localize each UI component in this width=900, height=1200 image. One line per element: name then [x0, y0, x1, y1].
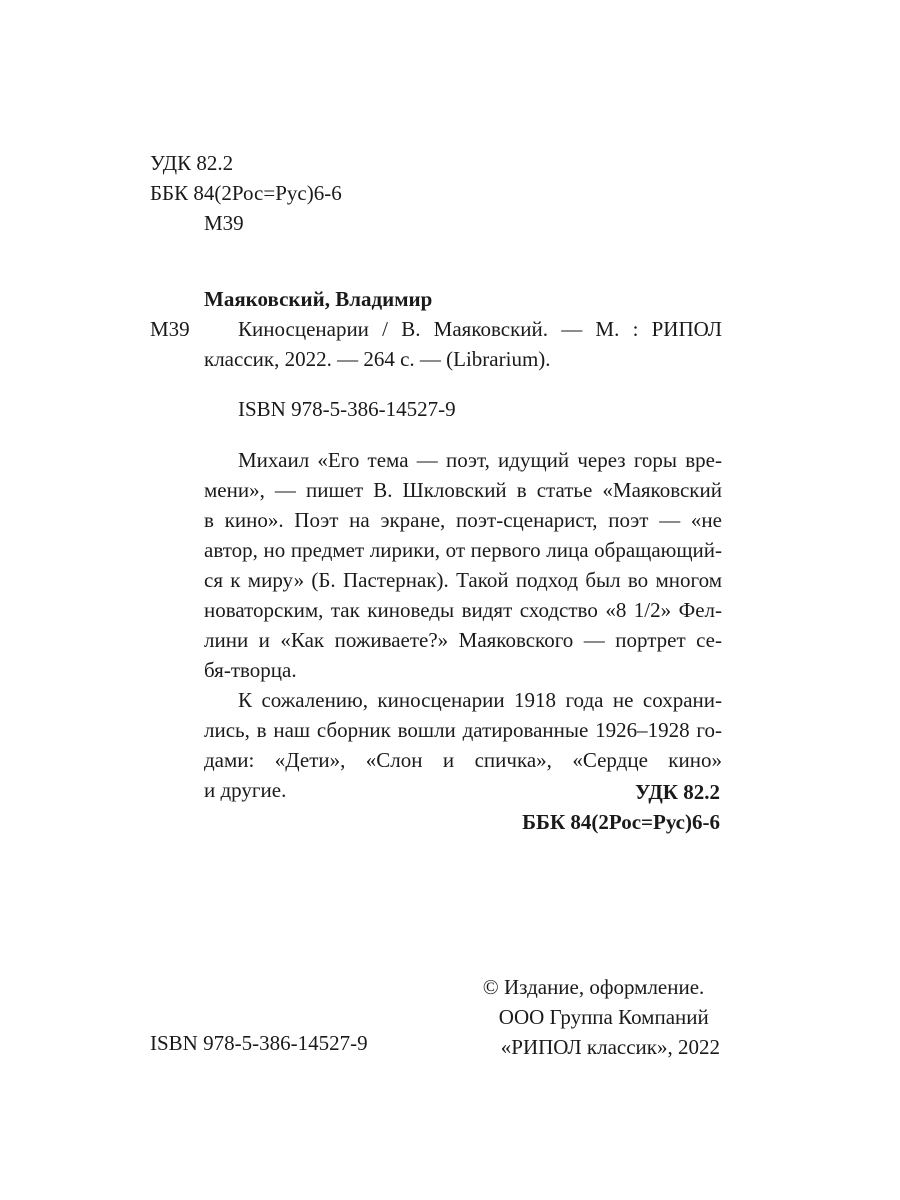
annotation-line: и другие.: [204, 778, 287, 802]
udk-index: УДК 82.2: [150, 151, 234, 175]
annotation-line: лись, в наш сборник вошли датированные 1926–1928 го-: [204, 718, 722, 742]
isbn-footer: ISBN 978-5-386-14527-9: [150, 1031, 368, 1055]
bib-line: классик, 2022. — 264 с. — (Librarium).: [204, 347, 551, 371]
bbk-index: ББК 84(2Рос=Рус)6-6: [150, 181, 342, 205]
annotation-line: в кино». Поэт на экране, поэт-сценарист, поэт — «не: [204, 508, 722, 532]
annotation-line: дами: «Дети», «Слон и спичка», «Сердце кино»: [204, 748, 722, 772]
copyright-line: © Издание, оформление.: [482, 975, 705, 999]
annotation-line: К сожалению, киносценарии 1918 года не сохрани-: [238, 688, 722, 712]
bibliographic-record: [204, 314, 722, 374]
copyright-block: [483, 972, 720, 1062]
annotation-line: бя-творца.: [204, 658, 297, 682]
annotation: [204, 445, 722, 805]
bib-line: Киносценарии / В. Маяковский. — М. : РИПОЛ: [238, 317, 722, 341]
udk-code-right: УДК 82.2: [635, 780, 720, 804]
annotation-line: Михаил «Его тема — поэт, идущий через горы вре-: [238, 448, 722, 472]
author-mark: М39: [204, 211, 244, 235]
annotation-line: автор, но предмет лирики, от первого лица обращающий-: [204, 538, 722, 562]
annotation-line: новаторским, так киноведы видят сходство «8 1/2» Фел-: [204, 598, 722, 622]
copyright-line: ООО Группа Компаний: [498, 1005, 709, 1029]
classification-block: [150, 148, 342, 238]
annotation-line: мени», — пишет В. Шкловский в статье «Маяковский: [204, 478, 722, 502]
entry-author-mark: М39: [150, 317, 190, 341]
bbk-code-right: ББК 84(2Рос=Рус)6-6: [522, 810, 720, 834]
copyright-line: «РИПОЛ классик», 2022: [500, 1035, 720, 1059]
annotation-line: ся к миру» (Б. Пастернак). Такой подход был во многом: [204, 568, 722, 592]
isbn-entry: ISBN 978-5-386-14527-9: [238, 397, 456, 421]
annotation-line: лини и «Как поживаете?» Маяковского — портрет се-: [204, 628, 722, 652]
author-heading: Маяковский, Владимир: [204, 287, 433, 311]
classification-codes-right: [522, 777, 720, 837]
